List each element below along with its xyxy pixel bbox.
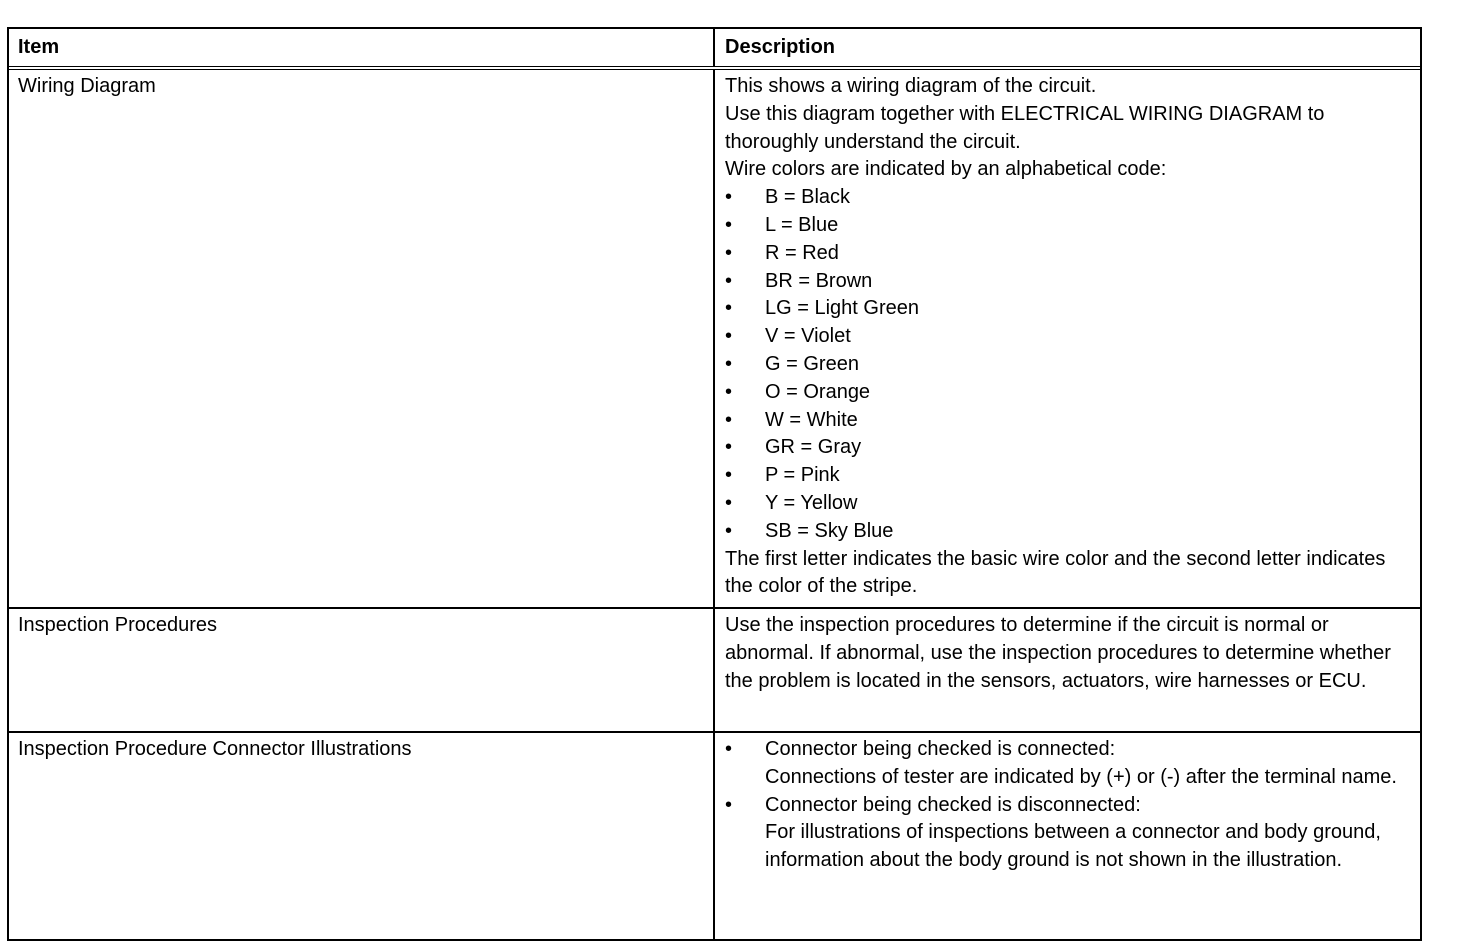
table-header-row xyxy=(9,29,1420,70)
wire-color-label: P = Pink xyxy=(765,464,840,487)
wire-color-label: GR = Gray xyxy=(765,436,862,459)
bullet-icon: • xyxy=(725,408,733,431)
wire-color-item xyxy=(725,434,1410,462)
bullet-icon: • xyxy=(725,464,733,487)
row-description: Use the inspection procedures to determine if the circuit is normal or abnormal. If abnormal, use the inspection procedures to determine whether the problem is located in the sensors, actuators, wire harnesses or ECU. xyxy=(725,614,1391,692)
bullet-icon: • xyxy=(725,491,733,514)
wire-color-label: W = White xyxy=(765,408,858,431)
wire-color-item xyxy=(725,184,1410,212)
bullet-text: For illustrations of inspections between a connector and body ground, information about the body ground is not shown in the illustration. xyxy=(765,821,1381,872)
wire-color-label: B = Black xyxy=(765,186,851,209)
wire-color-item xyxy=(725,407,1410,435)
header-description: Description xyxy=(725,36,836,58)
wire-color-item xyxy=(725,240,1410,268)
table-row xyxy=(9,733,1420,939)
bullet-icon: • xyxy=(725,213,733,236)
wire-color-item xyxy=(725,462,1410,490)
bullet-item xyxy=(725,792,1410,875)
bullet-icon: • xyxy=(725,519,733,542)
wire-color-item xyxy=(725,351,1410,379)
wire-color-label: BR = Brown xyxy=(765,269,873,292)
bullet-icon: • xyxy=(725,738,733,760)
bullet-icon: • xyxy=(725,380,733,403)
bullet-item xyxy=(725,736,1410,792)
wire-color-item xyxy=(725,295,1410,323)
bullet-text: Connections of tester are indicated by (+) or (-) after the terminal name. xyxy=(765,765,1397,788)
wire-color-label: LG = Light Green xyxy=(765,297,919,320)
bullet-icon: • xyxy=(725,269,733,292)
bullet-icon: • xyxy=(725,352,733,375)
row-item: Inspection Procedures xyxy=(9,609,715,731)
wire-color-label: Y = Yellow xyxy=(765,491,858,514)
wire-color-label: L = Blue xyxy=(765,213,839,236)
bullet-icon: • xyxy=(725,241,733,264)
description-line: This shows a wiring diagram of the circuit. xyxy=(725,75,1097,97)
wire-color-item xyxy=(725,212,1410,240)
bullet-icon: • xyxy=(725,325,733,348)
wire-color-label: O = Orange xyxy=(765,380,871,403)
description-line: Wire colors are indicated by an alphabetical code: xyxy=(725,158,1167,181)
row-description xyxy=(715,733,1420,939)
bullet-title: Connector being checked is connected: xyxy=(765,738,1116,760)
wire-color-list xyxy=(725,184,1410,545)
wire-color-item xyxy=(725,323,1410,351)
bullet-icon: • xyxy=(725,186,733,209)
wire-color-item xyxy=(725,268,1410,296)
info-table xyxy=(7,27,1422,941)
wire-color-label: R = Red xyxy=(765,241,839,264)
description-line: Use this diagram together with ELECTRICAL WIRING DIAGRAM to thoroughly understand the circuit. xyxy=(725,102,1325,153)
table-row xyxy=(9,70,1420,609)
description-line: The first letter indicates the basic wire color and the second letter indicates the color of the stripe. xyxy=(725,547,1386,598)
bullet-icon: • xyxy=(725,297,733,320)
wire-color-item xyxy=(725,379,1410,407)
header-item: Item xyxy=(9,29,715,66)
wire-color-item xyxy=(725,518,1410,546)
bullet-icon: • xyxy=(725,793,733,816)
row-item: Wiring Diagram xyxy=(9,70,715,607)
bullet-icon: • xyxy=(725,436,733,459)
wire-color-label: G = Green xyxy=(765,352,859,375)
row-description xyxy=(715,70,1420,607)
wire-color-label: SB = Sky Blue xyxy=(765,519,894,542)
wire-color-item xyxy=(725,490,1410,518)
row-item: Inspection Procedure Connector Illustrations xyxy=(9,733,715,939)
bullet-title: Connector being checked is disconnected: xyxy=(765,793,1141,816)
table-row xyxy=(9,609,1420,733)
wire-color-label: V = Violet xyxy=(765,325,851,348)
